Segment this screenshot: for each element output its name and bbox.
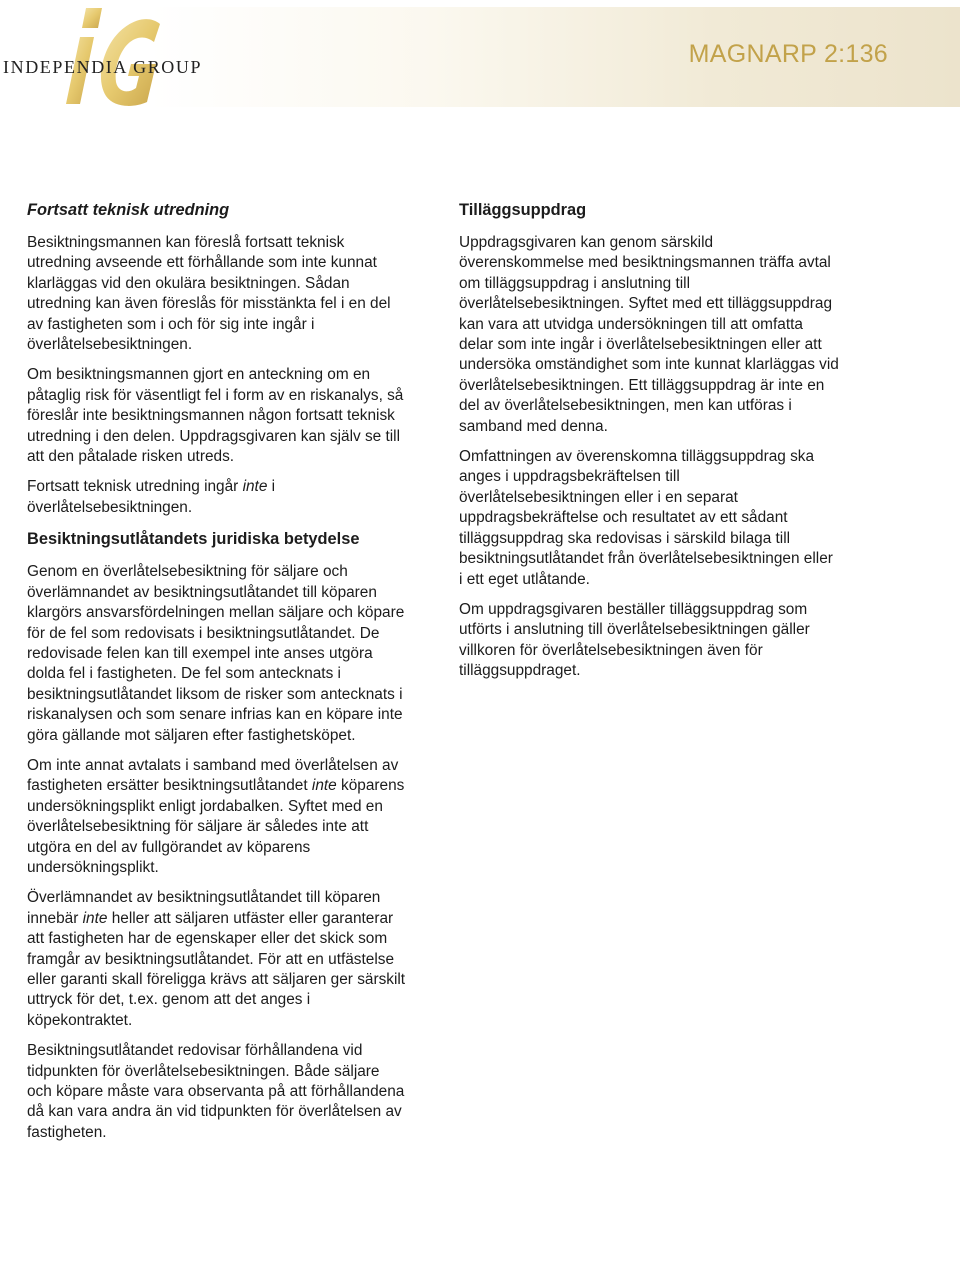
text-run: Fortsatt teknisk utredning ingår [27, 478, 243, 496]
paragraph [27, 756, 407, 878]
text-run: heller att säljaren utfäster eller garanterar att fastigheten har de egenskaper eller det skick som framgår av besiktningsutlåtandet. För att en utfästelse eller garanti skall föreligga krävs att säljaren ger särskilt uttryck för det, t.ex. genom att det anges i köpekontraktet. [27, 909, 406, 1029]
paragraph [27, 477, 407, 518]
page-header [0, 0, 960, 112]
text-run: i överlåtelsebesiktningen. [27, 478, 276, 516]
text-run: Om inte annat avtalats i samband med överlåtelsen av fastigheten ersätter besiktningsutlåtandet [27, 756, 399, 795]
emphasis: inte [311, 777, 337, 795]
section-title-juridiska: Besiktningsutlåtandets juridiska betydelse [27, 530, 360, 549]
emphasis: inte [82, 909, 108, 927]
paragraph: Besiktningsmannen kan föreslå fortsatt teknisk utredning avseende ett förhållande som inte kunnat klarläggas vid den okulära besiktningen. Sådan utredning kan även föreslås för misstänkta fel i en del av fastigheten som i och för sig inte ingår i överlåtelsebesiktningen. [27, 234, 391, 354]
section-title-fortsatt: Fortsatt teknisk utredning [27, 201, 230, 219]
emphasis: inte [242, 478, 268, 496]
section-title-tillaggsuppdrag: Tilläggsuppdrag [459, 201, 587, 219]
company-name: INDEPENDIA GROUP [3, 57, 203, 77]
paragraph: Om uppdragsgivaren beställer tilläggsuppdrag som utförts i anslutning till överlåtelsebesiktningen gäller villkoren för överlåtelsebesiktningen även för tilläggsuppdraget. [459, 600, 810, 680]
text-run: Överlämnandet av besiktningsutlåtandet till köparen innebär [27, 889, 381, 927]
paragraph [27, 888, 407, 1031]
document-id: MAGNARP 2:136 [688, 40, 888, 68]
paragraph: Besiktningsutlåtandet redovisar förhållandena vid tidpunkten för överlåtelsebesiktningen. Både säljare och köpare måste vara observanta på att förhållandena då kan vara andra än vid tidpunkten för överlåtelsen av fastigheten. [27, 1042, 405, 1141]
paragraph: Uppdragsgivaren kan genom särskild överenskommelse med besiktningsmannen träffa avtal om tilläggsuppdrag i anslutning till överlåtelsebesiktningen. Syftet med ett tilläggsuppdrag kan vara att utvidga undersökningen till att omfatta delar som inte ingår i överlåtelsebesiktningen eller att undersöka omständighet som inte kunnat klarläggas vid överlåtelsebesiktningen. Ett tilläggsuppdrag är inte en del av överlåtelsebesiktningen, men kan utföras i samband med denna. [459, 234, 839, 435]
paragraph: Genom en överlåtelsebesiktning för säljare och överlämnandet av besiktningsutlåtandet till köparen klargörs ansvarsfördelningen mellan säljare och köpare för de fel som redovisats i besiktningsutlåtandet. De redovisade felen kan till exempel inte anses utgöra dolda fel i fastigheten. De fel som antecknats i besiktningsutlåtandet liksom de risker som antecknats i riskanalysen och som senare infrias kan en köpare inte göra gällande mot säljaren efter fastighetsköpet. [27, 563, 405, 744]
left-column [27, 199, 407, 1153]
paragraph: Omfattningen av överenskomna tilläggsuppdrag ska anges i uppdragsbekräftelsen till överlåtelsebesiktningen eller i en separat uppdragsbekräftelse och resultatet av ett sådant tilläggsuppdrag ska redovisas i särskild bilaga till besiktningsutlåtandet från överlåtelsebesiktningen eller i ett eget utlåtande. [459, 448, 833, 588]
paragraph: Om besiktningsmannen gjort en anteckning om en påtaglig risk för väsentligt fel i form av en riskanalys, så föreslår inte besiktningsmannen någon fortsatt teknisk utredning i den delen. Uppdragsgivaren kan själv se till att den påtalade risken utreds. [27, 366, 404, 466]
text-run: köparens undersökningsplikt enligt jordabalken. Syftet med en överlåtelsebesiktning för säljare är således inte att utgöra en del av fullgörandet av köparens undersökningsplikt. [27, 777, 405, 876]
ig-logo-mark [50, 2, 170, 107]
right-column [459, 199, 839, 692]
